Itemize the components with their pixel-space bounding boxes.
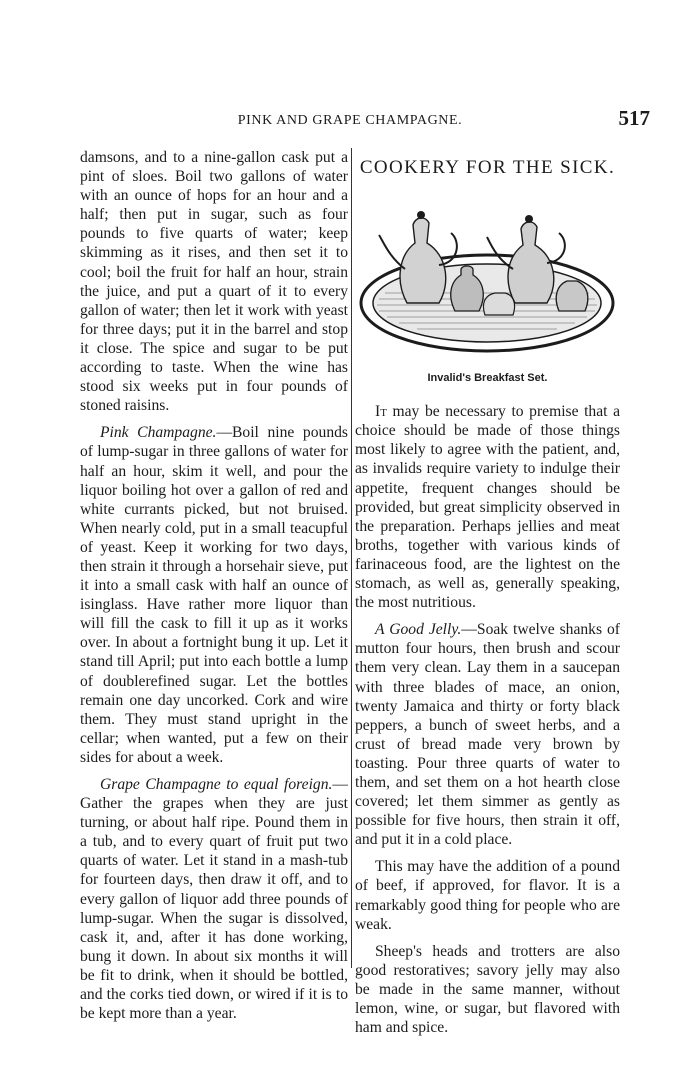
section-heading: COOKERY FOR THE SICK. — [359, 157, 616, 178]
intro-first-word: It — [375, 403, 387, 421]
paragraph-intro — [355, 402, 620, 612]
paragraph-damsons: damsons, and to a nine-gallon cask put a pint of sloes. Boil two gallons of water with an ounce of hops for an hour and a half; then put in sugar, such as four pounds to five quarts of water; keep skimming as it rises, and then set it to cool; boil the fruit for half an hour, strain the juice, and put a quart of it to every gallon of water; then let it work with yeast for three days; put it in the barrel and stop it close. The spice and sugar to be put according to taste. When the wine has stood six weeks put in four pounds of stoned raisins. — [80, 149, 348, 415]
intro-text: may be necessary to premise that a choice should be made of those things most likely to agree with the patient, and, as invalids require variety to indulge their appetite, frequent changes should be provided, but great simplicity observed in the preparation. Perhaps jellies and meat broths, together with various kinds of farinaceous food, are the lightest on the stomach, as well as, generally speaking, the most nutritious. — [355, 403, 620, 612]
paragraph-beef: This may have the addition of a pound of beef, if approved, for flavor. It is a remarkably good thing for people who are weak. — [355, 858, 620, 933]
pink-champagne-title: Pink Champagne. — [100, 424, 217, 442]
right-column — [355, 148, 620, 1045]
page-number: 517 — [618, 106, 650, 130]
illustration-caption: Invalid's Breakfast Set. — [427, 372, 548, 385]
good-jelly-body: —Soak twelve shanks of mutton four hours, then brush and scour them very clean. Lay them in a saucepan with three blades of mace, an onion, twenty Jamaica and thirty or forty black peppers, a bunch of sweet herbs, and a crust of bread made very brown by toasting. Pour three quarts of water to them, and set them on a hot hearth close covered; let them simmer as gently as possible for five hours, then strain it off, and put it in a cold place. — [355, 621, 620, 849]
left-column — [80, 148, 348, 1031]
column-divider — [351, 148, 352, 968]
paragraph-good-jelly — [355, 620, 620, 849]
breakfast-set-illustration — [355, 185, 620, 365]
good-jelly-title: A Good Jelly. — [375, 621, 462, 639]
pink-champagne-body: —Boil nine pounds of lump-sugar in three gallons of water for half an hour, skim it well, and pour the liquor boiling hot over a gallon of red and white currants picked, but not bruised. When nearly cold, put in a small teacupful of yeast. Keep it working for two days, then strain it through a horsehair sieve, put it into a small cask with half an ounce of isinglass. Have rather more liquor than will fill the cask to fill it up as it works over. In about a fortnight bung it up. Let it stand till April; put into each bottle a lump of doublerefined sugar. Let the bottles remain one day uncorked. Cork and wire them. They must stand upright in the cellar; when wanted, put a few on their sides for about a week. — [80, 424, 348, 766]
running-title: PINK AND GRAPE CHAMPAGNE. — [237, 113, 463, 128]
paragraph-sheep: Sheep's heads and trotters are also good restoratives; savory jelly may also be made in the same manner, without lemon, wine, or sugar, but flavored with ham and spice. — [355, 942, 620, 1037]
grape-champagne-title: Grape Champagne to equal foreign. — [100, 776, 333, 793]
paragraph-grape-champagne — [80, 775, 348, 1023]
paragraph-pink-champagne — [80, 423, 348, 767]
grape-champagne-body: — Gather the grapes when they are just turning, or about half ripe. Pound them in a tub, and to every quart of fruit put two quarts of water. Let it stand in a mash-tub for fourteen days, then draw it off, and to every gallon of liquor add three pounds of lump-sugar. When the sugar is dissolved, cask it, and, after it has done working, bung it down. In about six months it will be fit to drink, when it should be bottled, and the corks tied down, or wired if it is to be kept more than a year. — [80, 776, 348, 1023]
